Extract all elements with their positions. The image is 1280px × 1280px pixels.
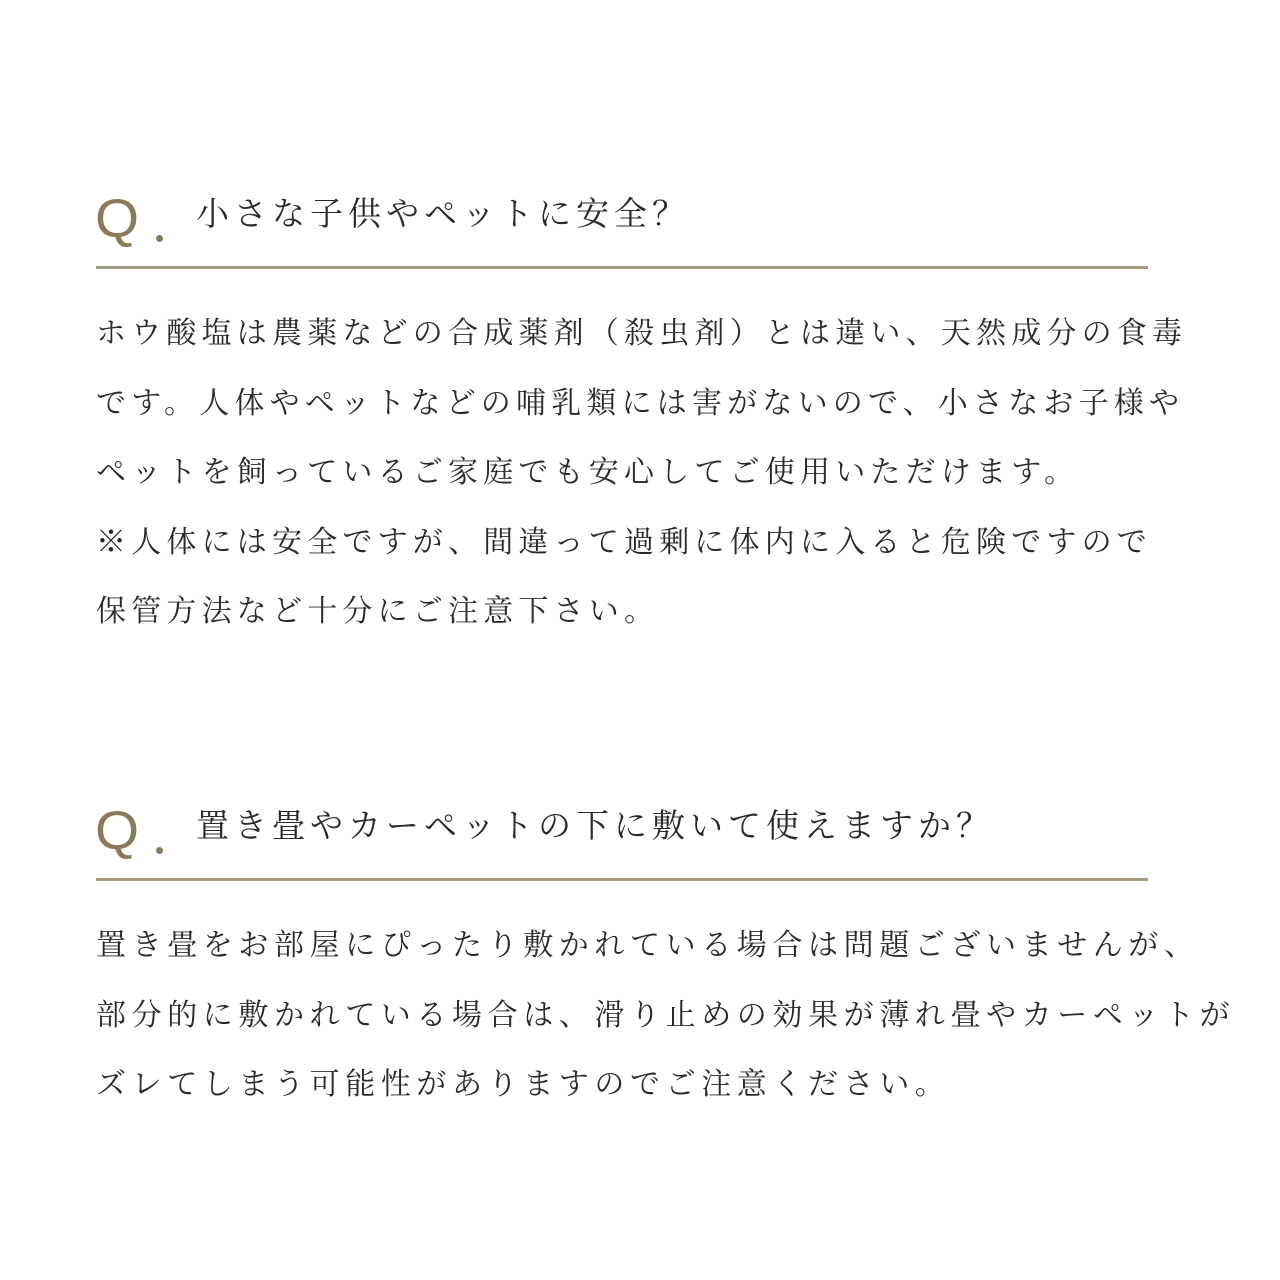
answer-line: ※人体には安全ですが、間違って過剰に体内に入ると危険ですので [96,524,1152,560]
q-mark [94,801,192,861]
answer [96,911,1236,1120]
q-mark [94,189,192,249]
answer-line: ズレてしまう可能性がありますのでご注意ください。 [96,1067,951,1102]
divider [96,878,1148,881]
answer-line: ホウ酸塩は農薬などの合成薬剤（殺虫剤）とは違い、天然成分の食毒 [96,316,1188,351]
faq-item-tatami [94,790,1236,1120]
faq-item-safety [96,178,1186,647]
question-row [94,790,1186,861]
answer-line: です。人体やペットなどの哺乳類には害がないので、小さなお子様や [96,385,1185,421]
q-letter: Q [94,801,140,861]
q-letter: Q [94,189,140,249]
answer-line: 部分的に敷かれている場合は、滑り止めの効果が薄れ畳やカーペットが [96,997,1236,1033]
question-text: 置き畳やカーペットの下に敷いて使えますか？ [196,806,994,845]
q-dot [156,235,163,242]
question-row [94,178,1186,249]
answer-line: ペットを飼っているご家庭でも安心してご使用いただけます。 [96,455,1080,490]
question-text: 小さな子供やペットに安全？ [196,194,690,233]
q-dot [156,847,163,854]
answer [96,299,1186,647]
divider [96,266,1148,269]
answer-line: 保管方法など十分にご注意下さい。 [96,594,660,629]
answer-line: 置き畳をお部屋にぴったり敷かれている場合は問題ございませんが、 [96,928,1200,963]
